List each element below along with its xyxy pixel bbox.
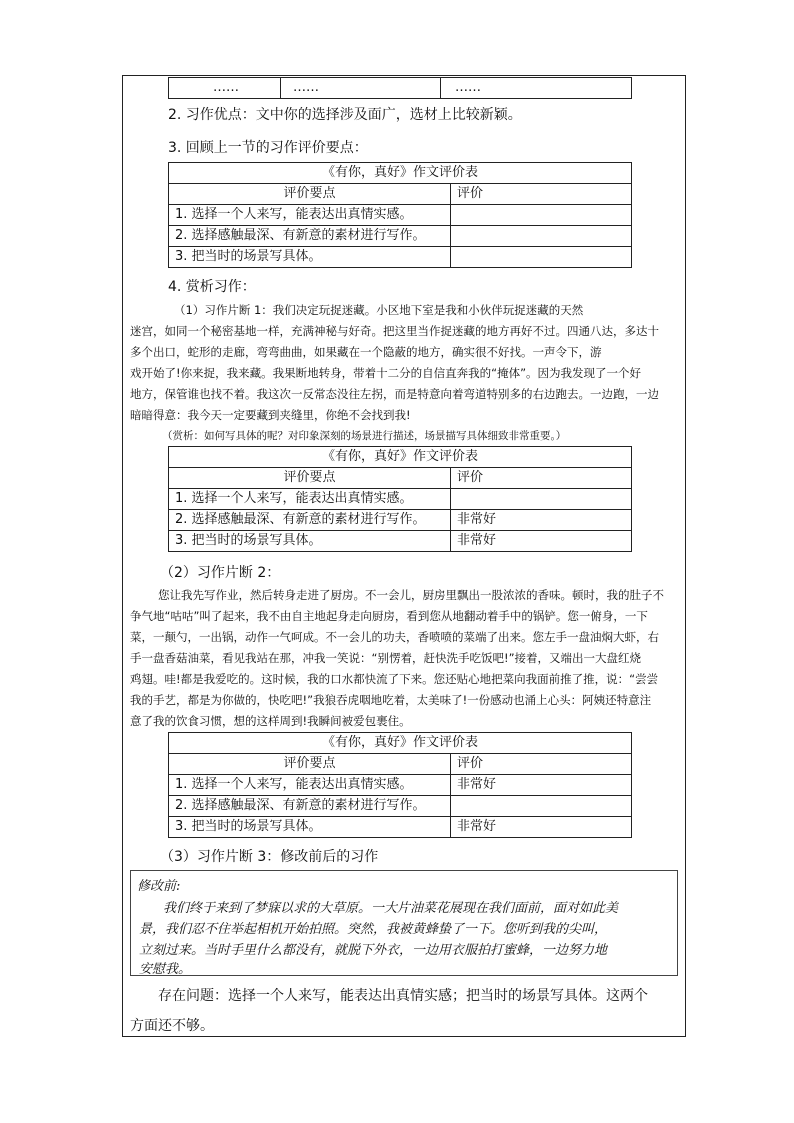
section-3-text: 3. 回顾上一节的习作评价要点： xyxy=(168,140,368,156)
criterion-cell: 3. 把当时的场景写具体。 xyxy=(169,531,451,552)
criterion-cell: 1. 选择一个人来写，能表达出真情实感。 xyxy=(169,205,451,226)
column-header: 评价 xyxy=(451,468,632,489)
draft-box xyxy=(130,870,678,976)
excerpt-line: 迷宫，如同一个秘密基地一样，充满神秘与好奇。把这里当作捉迷藏的地方再好不过。四通八达，多达十 xyxy=(130,324,659,338)
table-row xyxy=(169,817,632,838)
column-header: 评价 xyxy=(451,184,632,205)
criterion-cell: 2. 选择感触最深、有新意的素材进行写作。 xyxy=(169,510,451,531)
excerpt-line: 争气地“咕咕”叫了起来，我不由自主地起身走向厨房，看到您从地翻动着手中的锅铲。您一俯身，一下 xyxy=(130,609,648,623)
top-table-cell: …… xyxy=(441,78,632,99)
excerpt-2-heading: （2）习作片断 2： xyxy=(160,565,281,581)
evaluation-table-2 xyxy=(168,446,632,552)
excerpt-3-heading: （3）习作片断 3：修改前后的习作 xyxy=(160,849,379,865)
table-row xyxy=(169,510,632,531)
table-row xyxy=(169,205,632,226)
top-table xyxy=(168,77,632,99)
excerpt-line: 手一盘香菇油菜，看见我站在那，冲我一笑说：“别愣着，赶快洗手吃饭吧!”接着，又端出一大盘红烧 xyxy=(130,651,642,665)
criterion-cell: 2. 选择感触最深、有新意的素材进行写作。 xyxy=(169,796,451,817)
table-row xyxy=(169,247,632,268)
criterion-cell: 2. 选择感触最深、有新意的素材进行写作。 xyxy=(169,226,451,247)
excerpt-2 xyxy=(130,585,664,732)
criterion-cell: 3. 把当时的场景写具体。 xyxy=(169,247,451,268)
rating-cell xyxy=(451,247,632,268)
table-row xyxy=(169,226,632,247)
excerpt-line: 菜，一颠勺，一出锅，动作一气呵成。不一会儿的功夫，香喷喷的菜端了出来。您左手一盘油焖大虾，右 xyxy=(130,630,659,644)
draft-line: 安慰我。 xyxy=(139,962,192,977)
problem-line-2: 方面还不够。 xyxy=(130,1018,214,1034)
rating-cell: 非常好 xyxy=(451,531,632,552)
rating-cell xyxy=(451,205,632,226)
criterion-cell: 3. 把当时的场景写具体。 xyxy=(169,817,451,838)
table-row xyxy=(169,531,632,552)
excerpt-1 xyxy=(130,300,659,447)
problem-line-1: 存在问题：选择一个人来写，能表达出真情实感；把当时的场景写具体。这两个 xyxy=(158,988,648,1004)
table-title: 《有你，真好》作文评价表 xyxy=(169,447,632,468)
excerpt-line: 意了我的饮食习惯，想的这样周到!我瞬间被爱包裹住。 xyxy=(130,714,411,728)
excerpt-line: 多个出口，蛇形的走廊，弯弯曲曲，如果藏在一个隐蔽的地方，确实很不好找。一声令下，游 xyxy=(130,345,602,359)
section-4-text: 4. 赏析习作： xyxy=(168,279,256,295)
column-header: 评价要点 xyxy=(169,754,451,775)
column-header: 评价要点 xyxy=(169,468,451,489)
appreciation-comment: （赏析：如何写具体的呢？对印象深刻的场景进行描述，场景描写具体细致非常重要。） xyxy=(162,430,567,442)
rating-cell: 非常好 xyxy=(451,817,632,838)
rating-cell: 非常好 xyxy=(451,775,632,796)
draft-line: 立刻过来。当时手里什么都没有，就脱下外衣，一边用衣服拍打蜜蜂，一边努力地 xyxy=(139,943,608,958)
draft-line: 景，我们忍不住举起相机开始拍照。突然，我被黄蜂蛰了一下。您听到我的尖叫， xyxy=(139,922,608,937)
excerpt-line: 暗暗得意：我今天一定要藏到夹缝里，你绝不会找到我! xyxy=(130,408,411,422)
table-row xyxy=(169,489,632,510)
draft-label: 修改前: xyxy=(137,879,181,894)
column-header: 评价要点 xyxy=(169,184,451,205)
table-title: 《有你，真好》作文评价表 xyxy=(169,733,632,754)
criterion-cell: 1. 选择一个人来写，能表达出真情实感。 xyxy=(169,775,451,796)
column-header: 评价 xyxy=(451,754,632,775)
table-row xyxy=(169,775,632,796)
rating-cell xyxy=(451,226,632,247)
rating-cell: 非常好 xyxy=(451,510,632,531)
draft-line: 我们终于来到了梦寐以求的大草原。一大片油菜花展现在我们面前，面对如此美 xyxy=(163,901,619,916)
excerpt-line: 我的手艺，都是为你做的，快吃吧!”我狼吞虎咽地吃着，太美味了!一份感动也涌上心头：阿姨还特意注 xyxy=(130,693,652,707)
excerpt-line: 地方，保管谁也找不着。我这次一反常态没往左拐，而是特意向着弯道特别多的右边跑去。一边跑，一边 xyxy=(130,387,659,401)
rating-cell xyxy=(451,489,632,510)
top-table-cell: …… xyxy=(169,78,281,99)
section-2-text: 2. 习作优点：文中你的选择涉及面广，选材上比较新颖。 xyxy=(168,107,522,123)
excerpt-line: （1）习作片断 1：我们决定玩捉迷藏。小区地下室是我和小伙伴玩捉迷藏的天然 xyxy=(174,303,584,317)
criterion-cell: 1. 选择一个人来写，能表达出真情实感。 xyxy=(169,489,451,510)
excerpt-line: 戏开始了!你来捉，我来藏。我果断地转身，带着十二分的自信直奔我的“掩体”。因为我发现了一个好 xyxy=(130,366,642,380)
table-row xyxy=(169,796,632,817)
evaluation-table-1 xyxy=(168,162,632,268)
excerpt-line: 您让我先写作业，然后转身走进了厨房。不一会儿，厨房里飘出一股浓浓的香味。顿时，我的肚子不 xyxy=(158,588,664,602)
excerpt-line: 鸡翅。哇!都是我爱吃的。这时候，我的口水都快流了下来。您还贴心地把菜向我面前推了推，说：“尝尝 xyxy=(130,672,659,686)
top-table-cell: …… xyxy=(281,78,441,99)
rating-cell xyxy=(451,796,632,817)
table-title: 《有你，真好》作文评价表 xyxy=(169,163,632,184)
evaluation-table-3 xyxy=(168,732,632,838)
